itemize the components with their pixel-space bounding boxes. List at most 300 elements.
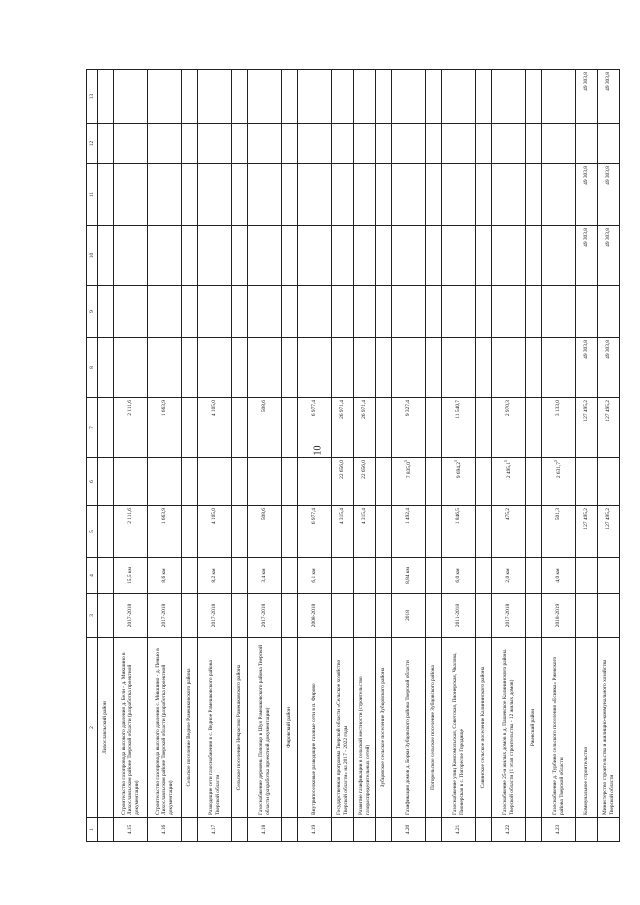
column-header-2: 2	[87, 638, 98, 818]
empty-cell	[98, 398, 114, 458]
empty-cell	[182, 286, 198, 338]
cell-value: 49 303,8	[583, 166, 590, 185]
cell-name	[198, 638, 232, 818]
cell-value: Газоснабжение д. Турбино сельского поселения «Есинка» Ржевского района Тверской области	[552, 656, 565, 815]
cell-c10	[298, 226, 332, 286]
cell-value: 49 303,8	[583, 340, 590, 359]
cell-length	[248, 558, 282, 594]
cell-value: 508,6	[261, 400, 268, 413]
cell-num	[526, 818, 542, 842]
cell-c8	[442, 338, 476, 398]
cell-value: 1 663,9	[161, 400, 168, 417]
table-row	[354, 70, 376, 842]
cell-period	[332, 594, 354, 638]
empty-cell	[182, 506, 198, 558]
cell-c11	[198, 164, 232, 226]
empty-cell	[376, 286, 392, 338]
empty-cell	[426, 558, 442, 594]
cell-c9	[298, 286, 332, 338]
cell-length	[598, 558, 620, 594]
table-row	[392, 70, 426, 842]
cell-num	[426, 818, 442, 842]
section-label: Сельское поселение Некрасово Рамешковского района	[232, 638, 248, 818]
cell-c5	[442, 506, 476, 558]
cell-value: 6 977,4	[311, 508, 318, 525]
cell-c6	[248, 458, 282, 506]
cell-c9	[354, 286, 376, 338]
cell-c5	[576, 506, 598, 558]
cell-c6	[198, 458, 232, 506]
cell-c13	[148, 70, 182, 124]
cell-c9	[492, 286, 526, 338]
empty-cell	[182, 594, 198, 638]
empty-cell	[232, 558, 248, 594]
cell-value: 6,0 км	[455, 568, 462, 583]
empty-cell	[526, 458, 542, 506]
cell-period	[248, 594, 282, 638]
cell-c6	[298, 458, 332, 506]
empty-cell	[376, 164, 392, 226]
cell-period	[542, 594, 576, 638]
empty-cell	[426, 124, 442, 164]
cell-period	[492, 594, 526, 638]
cell-value: 4.21	[455, 824, 462, 835]
empty-cell	[376, 458, 392, 506]
cell-num	[298, 818, 332, 842]
cell-value: 26 971,4	[361, 400, 368, 419]
cell-c10	[148, 226, 182, 286]
cell-num	[376, 818, 392, 842]
cell-c9	[576, 286, 598, 338]
empty-cell	[282, 286, 298, 338]
empty-cell	[476, 164, 492, 226]
cell-name	[332, 638, 354, 818]
cell-c11	[542, 164, 576, 226]
cell-period	[198, 594, 232, 638]
cell-num	[248, 818, 282, 842]
cell-num	[442, 818, 476, 842]
empty-cell	[282, 124, 298, 164]
empty-cell	[182, 70, 198, 124]
footnote-marker: 5	[403, 460, 409, 462]
cell-value: 2 111,6	[127, 508, 134, 524]
table-row	[114, 70, 148, 842]
cell-value: 4.18	[261, 824, 268, 835]
empty-cell	[232, 458, 248, 506]
cell-num	[392, 818, 426, 842]
cell-value: 2,0 км	[505, 568, 512, 583]
cell-value: 2018	[405, 610, 412, 621]
cell-c11	[354, 164, 376, 226]
cell-value: 15,5 км	[127, 567, 134, 584]
cell-c10	[354, 226, 376, 286]
cell-value: 8,84 км	[405, 567, 412, 584]
column-header-11: 11	[87, 164, 98, 226]
section-label: Погорельское сельское поселение Зубцовского района	[426, 638, 442, 818]
cell-value: 22 656,0	[339, 460, 346, 479]
cell-c13	[598, 70, 620, 124]
cell-name	[298, 638, 332, 818]
cell-num	[282, 818, 298, 842]
empty-cell	[98, 164, 114, 226]
empty-cell	[232, 124, 248, 164]
cell-c6	[492, 458, 526, 506]
cell-c9	[198, 286, 232, 338]
cell-c7	[148, 398, 182, 458]
cell-c7	[198, 398, 232, 458]
cell-c5	[392, 506, 426, 558]
cell-value: 127 495,2	[583, 400, 590, 422]
empty-cell	[282, 70, 298, 124]
cell-c11	[442, 164, 476, 226]
cell-length	[576, 558, 598, 594]
cell-c5	[198, 506, 232, 558]
section-row	[232, 70, 248, 842]
section-label: Ржевский район	[526, 638, 542, 818]
cell-c6	[148, 458, 182, 506]
cell-c11	[114, 164, 148, 226]
empty-cell	[426, 338, 442, 398]
table-row	[198, 70, 232, 842]
cell-value: 2017-2018	[505, 603, 512, 628]
cell-value: 49 303,8	[583, 228, 590, 247]
cell-c12	[248, 124, 282, 164]
empty-cell	[182, 226, 198, 286]
cell-c11	[392, 164, 426, 226]
cell-num	[98, 818, 114, 842]
cell-c7	[542, 398, 576, 458]
cell-c8	[542, 338, 576, 398]
column-header-4: 4	[87, 558, 98, 594]
cell-c13	[198, 70, 232, 124]
cell-num	[476, 818, 492, 842]
empty-cell	[232, 594, 248, 638]
cell-c6	[576, 458, 598, 506]
empty-cell	[98, 558, 114, 594]
cell-c11	[492, 164, 526, 226]
section-row	[426, 70, 442, 842]
cell-c13	[392, 70, 426, 124]
cell-period	[598, 594, 620, 638]
cell-value: 4 105,0	[211, 508, 218, 525]
cell-value: 2008-2018	[311, 603, 318, 628]
empty-cell	[98, 70, 114, 124]
cell-c9	[248, 286, 282, 338]
empty-cell	[426, 286, 442, 338]
cell-period	[114, 594, 148, 638]
column-header-6: 6	[87, 458, 98, 506]
cell-value: 11 540,7	[455, 400, 462, 419]
table-row	[442, 70, 476, 842]
cell-c11	[576, 164, 598, 226]
cell-c9	[442, 286, 476, 338]
cell-c12	[492, 124, 526, 164]
empty-cell	[232, 226, 248, 286]
empty-cell	[476, 558, 492, 594]
footnote-marker: 5	[503, 460, 509, 462]
cell-c13	[492, 70, 526, 124]
cell-c5	[492, 506, 526, 558]
cell-c10	[542, 226, 576, 286]
cell-c8	[198, 338, 232, 398]
cell-num	[354, 818, 376, 842]
column-header-3: 3	[87, 594, 98, 638]
cell-c7	[114, 398, 148, 458]
cell-c7	[354, 398, 376, 458]
section-row	[376, 70, 392, 842]
empty-cell	[376, 398, 392, 458]
cell-c8	[298, 338, 332, 398]
cell-c5	[148, 506, 182, 558]
cell-c5	[354, 506, 376, 558]
cell-c13	[354, 70, 376, 124]
empty-cell	[476, 458, 492, 506]
table-row	[298, 70, 332, 842]
cell-c5	[114, 506, 148, 558]
cell-num	[598, 818, 620, 842]
cell-c12	[332, 124, 354, 164]
cell-c10	[492, 226, 526, 286]
cell-c8	[248, 338, 282, 398]
empty-cell	[98, 594, 114, 638]
empty-cell	[282, 398, 298, 458]
cell-c9	[114, 286, 148, 338]
cell-value: 49 303,8	[605, 166, 612, 185]
column-header-10: 10	[87, 226, 98, 286]
cell-value: 2017-2018	[261, 603, 268, 628]
section-row	[476, 70, 492, 842]
section-row	[182, 70, 198, 842]
section-label: Фировский район	[282, 638, 298, 818]
cell-value: 4 105,0	[211, 400, 218, 417]
empty-cell	[526, 226, 542, 286]
cell-c13	[442, 70, 476, 124]
cell-c10	[332, 226, 354, 286]
empty-cell	[526, 398, 542, 458]
cell-c9	[542, 286, 576, 338]
cell-value: Строительство газопровода высокого давления с. Микшино - д. Пенью в Лихославльском районе Тверской области (разработка проектной документации)	[154, 648, 174, 815]
empty-cell	[376, 338, 392, 398]
cell-value: 8,2 км	[211, 568, 218, 583]
cell-value: 3 133,0	[555, 400, 562, 417]
cell-c7	[298, 398, 332, 458]
cell-num	[542, 818, 576, 842]
cell-value: 2 970,3	[505, 400, 512, 417]
cell-value: 22 656,0	[361, 460, 368, 479]
empty-cell	[426, 506, 442, 558]
cell-value: 3,4 км	[261, 568, 268, 583]
cell-name	[248, 638, 282, 818]
cell-c12	[198, 124, 232, 164]
column-header-7: 7	[87, 398, 98, 458]
cell-c8	[492, 338, 526, 398]
cell-length	[148, 558, 182, 594]
cell-value: Газификация домов д. Борки Зубцовского района Тверской области	[405, 660, 412, 815]
cell-value: 26 971,4	[339, 400, 346, 419]
cell-value: 2017-2018	[127, 603, 134, 628]
cell-value: 475,2	[505, 508, 512, 521]
empty-cell	[376, 70, 392, 124]
cell-value: 508,6	[261, 508, 268, 521]
cell-c12	[392, 124, 426, 164]
empty-cell	[526, 286, 542, 338]
cell-c8	[354, 338, 376, 398]
cell-c13	[576, 70, 598, 124]
empty-cell	[98, 458, 114, 506]
cell-c8	[598, 338, 620, 398]
empty-cell	[426, 164, 442, 226]
cell-c12	[576, 124, 598, 164]
empty-cell	[526, 594, 542, 638]
cell-c6	[442, 458, 476, 506]
cell-c5	[298, 506, 332, 558]
cell-length	[392, 558, 426, 594]
cell-name	[542, 638, 576, 818]
cell-c13	[248, 70, 282, 124]
cell-c6	[354, 458, 376, 506]
cell-c7	[598, 398, 620, 458]
empty-cell	[476, 338, 492, 398]
cell-c8	[114, 338, 148, 398]
cell-num	[148, 818, 182, 842]
cell-c8	[576, 338, 598, 398]
empty-cell	[526, 124, 542, 164]
cell-period	[392, 594, 426, 638]
empty-cell	[476, 398, 492, 458]
cell-value: 1 846,5	[455, 508, 462, 525]
empty-cell	[526, 558, 542, 594]
cell-period	[148, 594, 182, 638]
cell-c12	[148, 124, 182, 164]
cell-value: 2 631,7	[556, 462, 563, 479]
cell-value: Газоснабжение 25-и жилых домов в д. Пашевское Калининского района Тверской области (1 этап строительства - 12 жилых домов)	[502, 649, 515, 815]
cell-length	[492, 558, 526, 594]
cell-value: 4.15	[127, 824, 134, 835]
cell-period	[354, 594, 376, 638]
cell-name	[492, 638, 526, 818]
empty-cell	[376, 506, 392, 558]
empty-cell	[182, 458, 198, 506]
cell-value: 4.20	[405, 824, 412, 835]
empty-cell	[426, 398, 442, 458]
cell-name	[598, 638, 620, 818]
table-row	[492, 70, 526, 842]
empty-cell	[426, 594, 442, 638]
cell-length	[114, 558, 148, 594]
cell-c7	[576, 398, 598, 458]
footnote-marker: 5	[453, 460, 459, 462]
empty-cell	[98, 506, 114, 558]
cell-c6	[332, 458, 354, 506]
cell-c7	[442, 398, 476, 458]
cell-c7	[248, 398, 282, 458]
empty-cell	[476, 594, 492, 638]
cell-value: 6,1 км	[311, 568, 318, 583]
cell-name	[148, 638, 182, 818]
section-label: Сельское поселение Ведное Рамешковского района	[182, 638, 198, 818]
cell-value: 127 495,2	[583, 508, 590, 530]
empty-cell	[98, 286, 114, 338]
cell-c9	[598, 286, 620, 338]
cell-num	[198, 818, 232, 842]
cell-c7	[492, 398, 526, 458]
cell-value: 4.16	[161, 824, 168, 835]
empty-cell	[526, 70, 542, 124]
empty-cell	[282, 506, 298, 558]
section-row	[98, 70, 114, 842]
cell-value: 1 492,4	[405, 508, 412, 525]
empty-cell	[476, 226, 492, 286]
empty-cell	[182, 338, 198, 398]
empty-cell	[232, 398, 248, 458]
cell-num	[332, 818, 354, 842]
cell-c5	[332, 506, 354, 558]
cell-c9	[392, 286, 426, 338]
empty-cell	[232, 338, 248, 398]
cell-value: 1 663,9	[161, 508, 168, 525]
cell-c12	[542, 124, 576, 164]
cell-c7	[332, 398, 354, 458]
empty-cell	[426, 70, 442, 124]
empty-cell	[526, 506, 542, 558]
table-row	[598, 70, 620, 842]
cell-c12	[298, 124, 332, 164]
cell-value: 4,0 км	[555, 568, 562, 583]
cell-name	[354, 638, 376, 818]
empty-cell	[232, 286, 248, 338]
section-row	[282, 70, 298, 842]
cell-value: 2017-2018	[161, 603, 168, 628]
cell-value: 127 495,2	[605, 508, 612, 530]
cell-c10	[392, 226, 426, 286]
cell-value: Газоснабжение деревень Поповцо в Шуя Рамешковского района Тверской области (разработка проектной документации)	[258, 644, 271, 815]
cell-num	[232, 818, 248, 842]
cell-value: Разводящие сети газоснабжения в с. Ведное Рамешковского района Тверской области	[208, 660, 221, 815]
page-number: 10	[312, 445, 324, 456]
table-row	[542, 70, 576, 842]
table-row	[332, 70, 354, 842]
table-row	[148, 70, 182, 842]
empty-cell	[98, 124, 114, 164]
cell-length	[542, 558, 576, 594]
cell-value: 2018-2019	[555, 603, 562, 628]
cell-num	[576, 818, 598, 842]
cell-c12	[354, 124, 376, 164]
cell-c6	[392, 458, 426, 506]
cell-length	[198, 558, 232, 594]
empty-cell	[282, 558, 298, 594]
cell-value: Развитие газификации в сельской местности (строительство газораспределительных сетей)	[358, 676, 371, 815]
column-header-13: 13	[87, 70, 98, 124]
cell-c12	[442, 124, 476, 164]
cell-length	[298, 558, 332, 594]
cell-c12	[598, 124, 620, 164]
cell-name	[114, 638, 148, 818]
empty-cell	[182, 398, 198, 458]
empty-cell	[282, 594, 298, 638]
empty-cell	[526, 164, 542, 226]
cell-c8	[148, 338, 182, 398]
empty-cell	[526, 338, 542, 398]
cell-value: 127 495,2	[605, 400, 612, 422]
table-row	[248, 70, 282, 842]
cell-c5	[598, 506, 620, 558]
cell-c11	[248, 164, 282, 226]
cell-value: 4.19	[311, 824, 318, 835]
cell-c11	[332, 164, 354, 226]
cell-value: 9 694,2	[456, 462, 463, 479]
cell-value: 4 315,4	[361, 508, 368, 525]
